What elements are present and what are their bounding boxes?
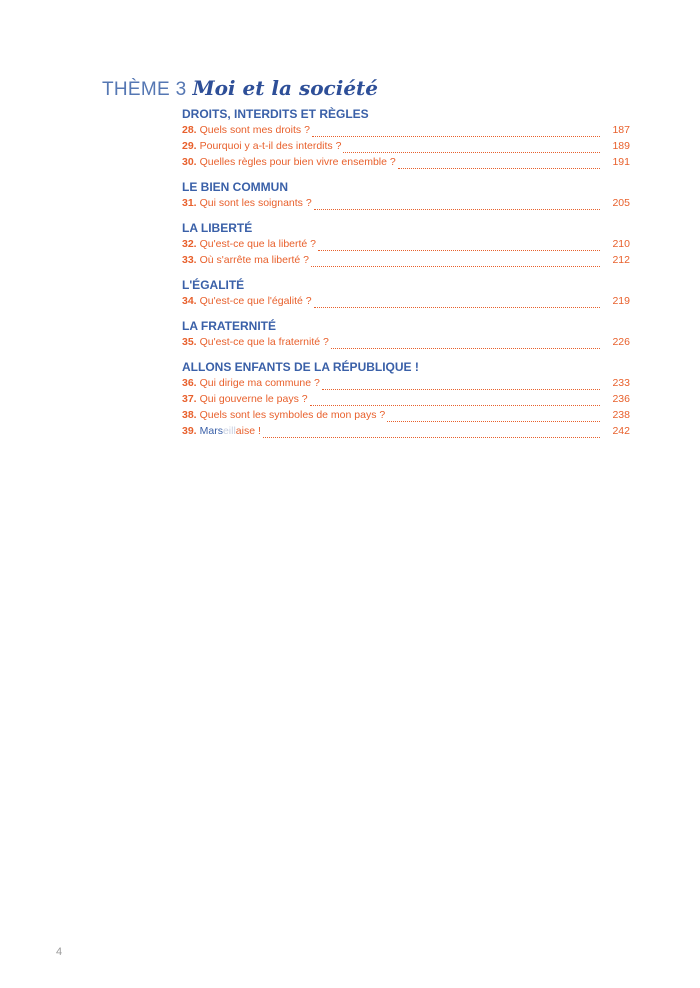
dot-leader bbox=[312, 126, 600, 137]
toc-entry[interactable] bbox=[182, 391, 630, 407]
section-title: ALLONS ENFANTS DE LA RÉPUBLIQUE ! bbox=[182, 360, 419, 374]
table-of-contents bbox=[182, 106, 630, 439]
entry-number: 35. bbox=[182, 336, 197, 348]
entry-number: 37. bbox=[182, 393, 197, 405]
entry-page: 189 bbox=[612, 140, 630, 152]
toc-section bbox=[182, 220, 630, 268]
entry-number: 29. bbox=[182, 140, 197, 152]
entry-title-marseillaise bbox=[200, 423, 261, 439]
toc-entry[interactable] bbox=[182, 423, 630, 439]
toc-entry[interactable] bbox=[182, 138, 630, 154]
entry-page: 238 bbox=[612, 409, 630, 421]
entry-title: Pourquoi y a-t-il des interdits ? bbox=[199, 140, 342, 152]
entry-title: Qu'est-ce que la liberté ? bbox=[199, 238, 317, 250]
dot-leader bbox=[310, 395, 600, 406]
dot-leader bbox=[318, 240, 600, 251]
theme-title: Moi et la société bbox=[192, 76, 378, 100]
entry-number: 34. bbox=[182, 295, 197, 307]
toc-section bbox=[182, 277, 630, 309]
section-title: DROITS, INTERDITS ET RÈGLES bbox=[182, 107, 369, 121]
entry-title: Qui sont les soignants ? bbox=[199, 197, 312, 209]
entry-title: Qui gouverne le pays ? bbox=[199, 393, 308, 405]
entry-page: 205 bbox=[612, 197, 630, 209]
toc-section bbox=[182, 179, 630, 211]
entry-page: 212 bbox=[612, 254, 630, 266]
toc-entry[interactable] bbox=[182, 293, 630, 309]
entry-number: 33. bbox=[182, 254, 197, 266]
entry-number: 36. bbox=[182, 377, 197, 389]
tricolor-part-red: aise ! bbox=[235, 425, 261, 437]
toc-entry[interactable] bbox=[182, 154, 630, 170]
toc-entry[interactable] bbox=[182, 407, 630, 423]
dot-leader bbox=[322, 379, 600, 390]
dot-leader bbox=[387, 411, 600, 422]
theme-label: THÈME 3 bbox=[102, 79, 187, 100]
page-number: 4 bbox=[56, 946, 63, 958]
dot-leader bbox=[314, 297, 600, 308]
entry-title: Qu'est-ce que l'égalité ? bbox=[199, 295, 312, 307]
toc-entry[interactable] bbox=[182, 334, 630, 350]
entry-page: 191 bbox=[612, 156, 630, 168]
toc-entry[interactable] bbox=[182, 375, 630, 391]
dot-leader bbox=[314, 199, 600, 210]
entry-number: 28. bbox=[182, 124, 197, 136]
toc-section bbox=[182, 359, 630, 439]
section-title: L'ÉGALITÉ bbox=[182, 278, 245, 292]
entry-page: 210 bbox=[612, 238, 630, 250]
dot-leader bbox=[311, 256, 600, 267]
entry-page: 236 bbox=[612, 393, 630, 405]
entry-title: Qui dirige ma commune ? bbox=[199, 377, 320, 389]
entry-page: 233 bbox=[612, 377, 630, 389]
entry-title: Qu'est-ce que la fraternité ? bbox=[199, 336, 329, 348]
entry-page: 242 bbox=[612, 425, 630, 437]
toc-entry[interactable] bbox=[182, 236, 630, 252]
toc-entry[interactable] bbox=[182, 195, 630, 211]
toc-section bbox=[182, 318, 630, 350]
entry-page: 187 bbox=[612, 124, 630, 136]
entry-title: Quels sont mes droits ? bbox=[199, 124, 310, 136]
entry-number: 39. bbox=[182, 425, 197, 437]
entry-number: 32. bbox=[182, 238, 197, 250]
entry-page: 226 bbox=[612, 336, 630, 348]
section-title: LA LIBERTÉ bbox=[182, 221, 253, 235]
dot-leader bbox=[263, 427, 600, 438]
toc-section bbox=[182, 106, 630, 170]
theme-header bbox=[102, 76, 378, 101]
toc-entry[interactable] bbox=[182, 122, 630, 138]
entry-title: Quelles règles pour bien vivre ensemble ? bbox=[199, 156, 396, 168]
section-title: LE BIEN COMMUN bbox=[182, 180, 288, 194]
entry-title: Quels sont les symboles de mon pays ? bbox=[199, 409, 386, 421]
dot-leader bbox=[398, 158, 600, 169]
entry-number: 38. bbox=[182, 409, 197, 421]
entry-title: Où s'arrête ma liberté ? bbox=[199, 254, 309, 266]
dot-leader bbox=[331, 338, 600, 349]
tricolor-part-blue: Mars bbox=[199, 425, 223, 437]
entry-number: 30. bbox=[182, 156, 197, 168]
entry-number: 31. bbox=[182, 197, 197, 209]
dot-leader bbox=[343, 142, 600, 153]
entry-page: 219 bbox=[612, 295, 630, 307]
tricolor-part-white: eill bbox=[222, 425, 236, 437]
toc-entry[interactable] bbox=[182, 252, 630, 268]
section-title: LA FRATERNITÉ bbox=[182, 319, 276, 333]
